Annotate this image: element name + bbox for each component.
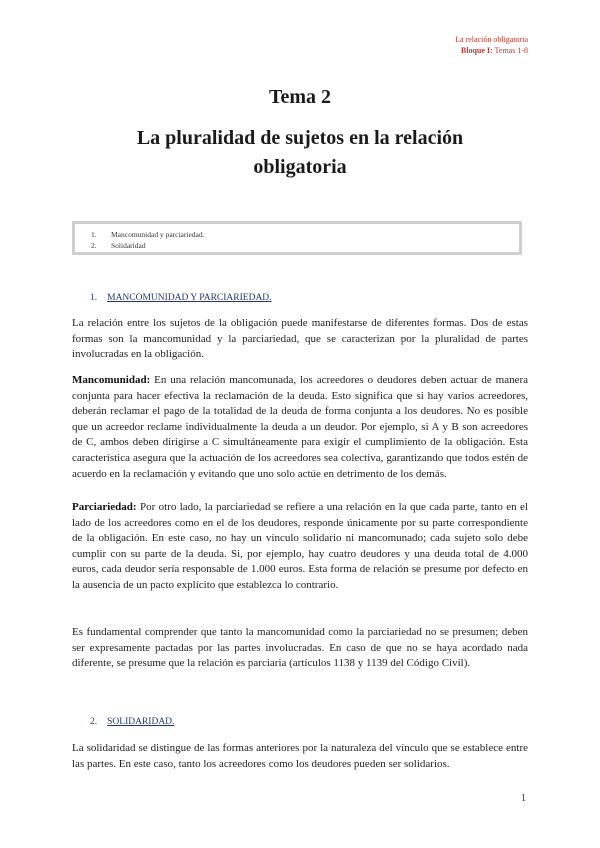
toc-item — [91, 229, 519, 240]
header-bloque-label: Bloque I: — [460, 46, 493, 55]
header-block — [455, 45, 528, 56]
header-temas: Temas 1-8 — [492, 46, 528, 55]
table-of-contents — [72, 221, 522, 255]
mancomunidad-paragraph — [72, 373, 528, 482]
parciariedad-text: Por otro lado, la parciariedad se refiere a una relación en la que cada parte, tanto en el lado de los acreedores como en el de los deudores, responde únicamente por su parte correspondiente de la obligación. En este caso, no hay un vínculo solidario ni mancomunado; cada sujeto solo debe cumplir con su parte de la deuda. Si, por ejemplo, hay cuatro deudores y una deuda total de 4.000 euros, cada deudor sería responsable de 1.000 euros. Esta forma de relación se presume por defecto en la ausencia de un pacto explícito que establezca lo contrario. — [72, 501, 528, 591]
toc-item-number: 2. — [91, 241, 97, 250]
section-number: 2. — [90, 717, 98, 727]
page-number: 1 — [521, 793, 526, 804]
section-heading-mancomunidad — [90, 293, 272, 303]
parciariedad-paragraph — [72, 500, 528, 594]
section-title: MANCOMUNIDAD Y PARCIARIEDAD. — [107, 293, 272, 303]
header-subject: La relación obligatoria — [455, 35, 528, 44]
solidaridad-paragraph: La solidaridad se distingue de las formas anteriores por la naturaleza del vínculo que se establece entre las partes. En este caso, tanto los acreedores como los deudores pueden ser solidarios. — [72, 742, 528, 770]
toc-item — [91, 240, 519, 251]
page-subtitle: La pluralidad de sujetos en la relación obligatoria — [136, 127, 464, 178]
page-title: Tema 2 — [268, 86, 332, 108]
parciariedad-term: Parciariedad: — [72, 501, 137, 513]
section-heading-solidaridad — [90, 717, 174, 727]
mancomunidad-term: Mancomunidad: — [72, 374, 151, 386]
section-title: SOLIDARIDAD. — [107, 717, 175, 727]
running-header — [455, 34, 528, 56]
fundamental-paragraph: Es fundamental comprender que tanto la mancomunidad como la parciariedad no se presumen; deben ser expresamente pactadas por las partes involucradas. En caso de que no se haya acordado nada diferente, se presume que la relación es parciaria (artículos 1138 y 1139 del Código Civil). — [72, 626, 528, 670]
toc-item-number: 1. — [91, 230, 97, 239]
toc-item-label: Mancomunidad y parciariedad. — [111, 230, 205, 239]
mancomunidad-text: En una relación mancomunada, los acreedores o deudores deben actuar de manera conjunta para hacer efectiva la reclamación de la deuda. Esto significa que si hay varios acreedores, deberán reclamar el pago de la totalidad de la deuda de forma conjunta a los deudores. No es posible que un acreedor reclame individualmente la deuda a un deudor. Por ejemplo, si A y B son acreedores de C, ambos deben dirigirse a C simultáneamente para exigir el cumplimiento de la obligación. Esta característica asegura que la actuación de los acreedores sea colectiva, garantizando que todos estén de acuerdo en la reclamación y evitando que uno solo actúe en detrimento de los demás. — [72, 374, 528, 480]
intro-paragraph: La relación entre los sujetos de la obligación puede manifestarse de diferentes formas. Dos de estas formas son la mancomunidad y la parciariedad, que se caracterizan por la pluralidad de partes involucradas en la obligación. — [72, 317, 528, 361]
section-number: 1. — [90, 293, 98, 303]
toc-item-label: Solidaridad — [111, 241, 146, 250]
